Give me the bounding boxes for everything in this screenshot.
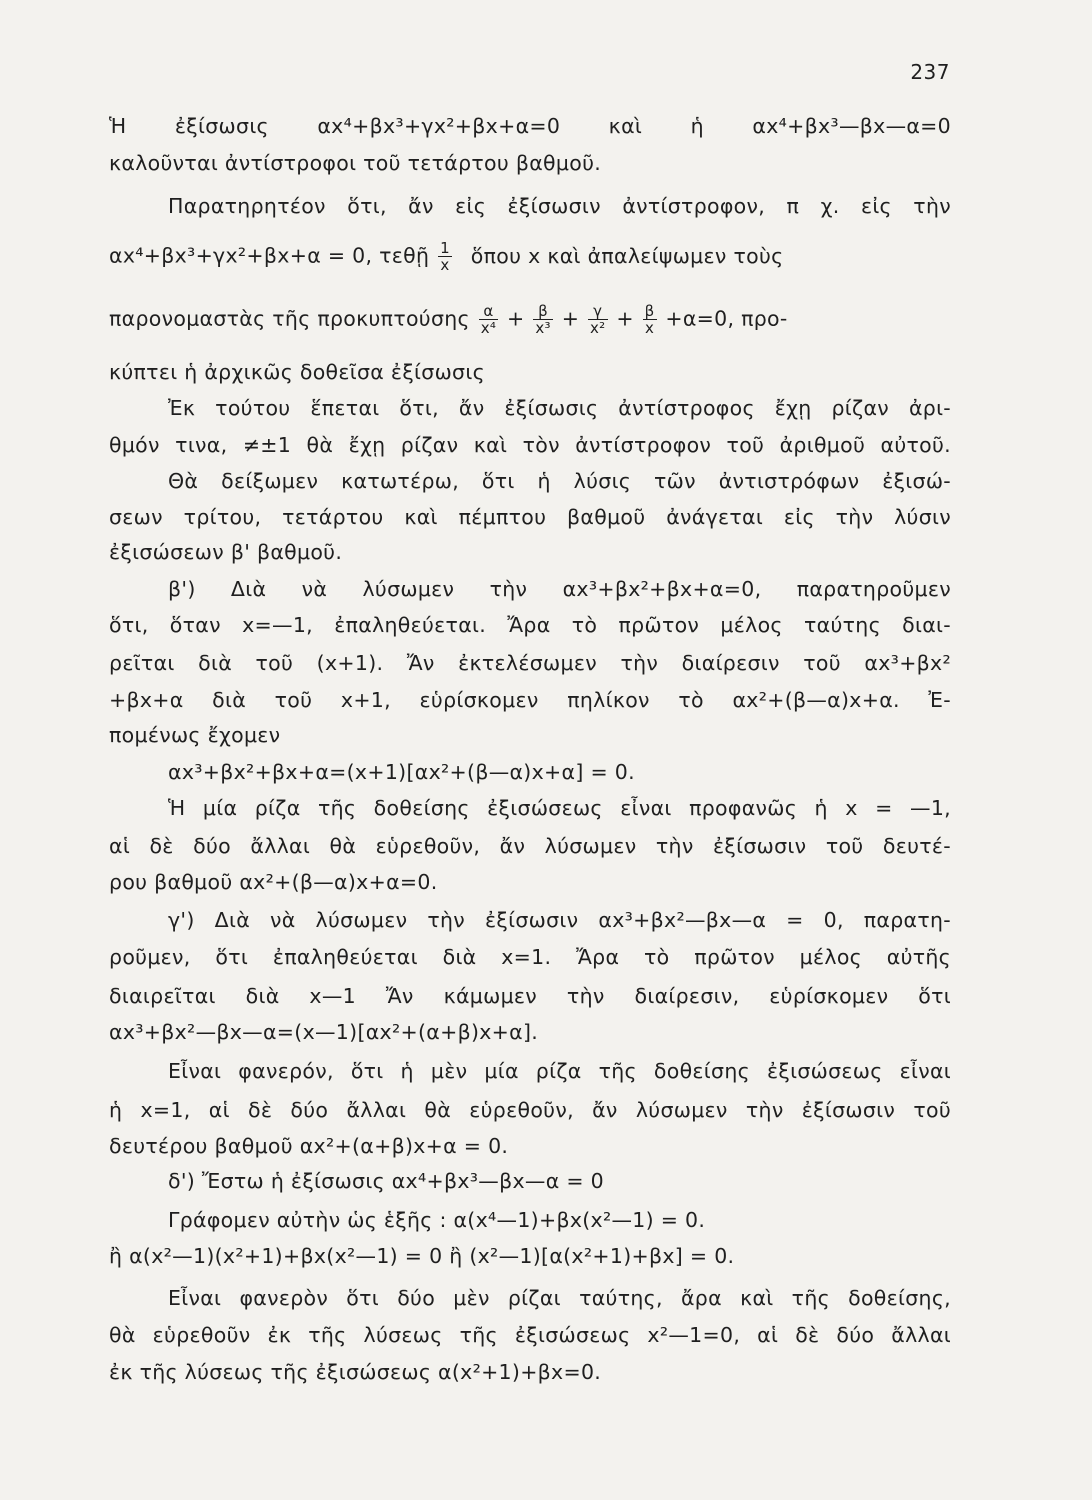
text-line: καλοῦνται ἀντίστροφοι τοῦ τετάρτου βαθμοῦ. — [109, 151, 602, 175]
text-segment: ὅπου x καὶ ἀπαλείψωμεν τοὺς — [470, 243, 784, 268]
text-line: δ') Ἔστω ἡ ἐξίσωσις αx⁴+βx³—βx—α = 0 — [168, 1169, 604, 1193]
text-line: ἐκ τῆς λύσεως τῆς ἐξισώσεως α(x²+1)+βx=0. — [109, 1360, 602, 1384]
text-line: Ἐκ τούτου ἕπεται ὅτι, ἄν ἐξίσωσις ἀντίστροφος ἔχῃ ρίζαν ἀρι- — [168, 396, 951, 420]
text-line: θμόν τινα, ≠±1 θὰ ἔχῃ ρίζαν καὶ τὸν ἀντίστροφον τοῦ ἀριθμοῦ αὐτοῦ. — [109, 433, 951, 457]
equation-line — [109, 303, 951, 336]
equation-line: αx³+βx²—βx—α=(x—1)[αx²+(α+β)x+α]. — [109, 1020, 539, 1044]
page-number: 237 — [910, 60, 950, 84]
equation-line — [109, 240, 951, 273]
text-line: β') Διὰ νὰ λύσωμεν τὴν αx³+βx²+βx+α=0, παρατηροῦμεν — [168, 577, 951, 601]
text-line: ρου βαθμοῦ αx²+(β—α)x+α=0. — [109, 870, 438, 894]
fraction-numerator: β — [644, 302, 655, 320]
text-line: κύπτει ἡ ἀρχικῶς δοθεῖσα ἐξίσωσις — [109, 360, 485, 384]
fraction — [588, 303, 608, 336]
text-line: δευτέρου βαθμοῦ αx²+(α+β)x+α = 0. — [109, 1134, 509, 1158]
fraction-denominator: x — [643, 319, 657, 336]
plus-sign: + — [616, 306, 634, 331]
text-line: ἡ x=1, αἱ δὲ δύο ἄλλαι θὰ εὑρεθοῦν, ἄν λύσωμεν τὴν ἐξίσωσιν τοῦ — [109, 1098, 951, 1122]
text-line: Ἡ ἐξίσωσις αx⁴+βx³+γx²+βx+α=0 καὶ ἡ αx⁴+βx³—βx—α=0 — [109, 114, 951, 138]
text-segment: +α=0, προ- — [665, 306, 788, 331]
fraction-numerator: γ — [593, 302, 603, 320]
text-line: ἐξισώσεων β' βαθμοῦ. — [109, 540, 343, 564]
text-line: σεων τρίτου, τετάρτου καὶ πέμπτου βαθμοῦ ἀνάγεται εἰς τὴν λύσιν — [109, 505, 951, 529]
text-segment: παρονομαστὰς τῆς προκυπτούσης — [109, 306, 470, 331]
fraction-numerator: 1 — [440, 239, 450, 257]
fraction-numerator: α — [483, 302, 494, 320]
text-line: αἱ δὲ δύο ἄλλαι θὰ εὑρεθοῦν, ἄν λύσωμεν τὴν ἐξίσωσιν τοῦ δευτέ- — [109, 834, 951, 858]
fraction — [479, 303, 499, 336]
text-line: ρεῖται διὰ τοῦ (x+1). Ἄν ἐκτελέσωμεν τὴν διαίρεσιν τοῦ αx³+βx² — [109, 651, 951, 675]
fraction-denominator: x⁴ — [480, 319, 497, 337]
fraction-denominator: x² — [590, 319, 606, 337]
text-line: Θὰ δείξωμεν κατωτέρω, ὅτι ἡ λύσις τῶν ἀντιστρόφων ἐξισώ- — [168, 469, 951, 493]
plus-sign: + — [507, 306, 525, 331]
text-line: Εἶναι φανερόν, ὅτι ἡ μὲν μία ρίζα τῆς δοθείσης ἐξισώσεως εἶναι — [168, 1059, 951, 1083]
equation-line: αx³+βx²+βx+α=(x+1)[αx²+(β—α)x+α] = 0. — [168, 760, 635, 784]
equation-line: ἢ α(x²—1)(x²+1)+βx(x²—1) = 0 ἢ (x²—1)[α(x²+1)+βx] = 0. — [109, 1244, 735, 1268]
text-line: διαιρεῖται διὰ x—1 Ἄν κάμωμεν τὴν διαίρεσιν, εὑρίσκομεν ὅτι — [109, 984, 951, 1008]
plus-sign: + — [561, 306, 580, 331]
text-line: θὰ εὑρεθοῦν ἐκ τῆς λύσεως τῆς ἐξισώσεως x²—1=0, αἱ δὲ δύο ἄλλαι — [109, 1323, 951, 1347]
text-line: Ἡ μία ρίζα τῆς δοθείσης ἐξισώσεως εἶναι προφανῶς ἡ x = —1, — [168, 796, 951, 820]
fraction-numerator: β — [538, 302, 549, 320]
fraction-denominator: x³ — [535, 319, 551, 337]
text-line: ὅτι, ὅταν x=—1, ἐπαληθεύεται. Ἄρα τὸ πρῶτον μέλος ταύτης διαι- — [109, 613, 951, 637]
text-line: πομένως ἔχομεν — [109, 723, 281, 747]
equation-line: Γράφομεν αὐτὴν ὡς ἑξῆς : α(x⁴—1)+βx(x²—1) = 0. — [168, 1208, 706, 1232]
text-line: γ') Διὰ νὰ λύσωμεν τὴν ἐξίσωσιν αx³+βx²—βx—α = 0, παρατη- — [168, 908, 951, 932]
text-line: Παρατηρητέον ὅτι, ἄν εἰς ἐξίσωσιν ἀντίστροφον, π χ. εἰς τὴν — [168, 194, 951, 218]
fraction — [438, 240, 452, 273]
fraction — [533, 303, 553, 336]
text-line: Εἶναι φανερὸν ὅτι δύο μὲν ρίζαι ταύτης, ἄρα καὶ τῆς δοθείσης, — [168, 1286, 951, 1310]
fraction-denominator: x — [438, 256, 452, 273]
text-line: +βx+α διὰ τοῦ x+1, εὑρίσκομεν πηλίκον τὸ αx²+(β—α)x+α. Ἐ- — [109, 688, 951, 712]
text-line: ροῦμεν, ὅτι ἐπαληθεύεται διὰ x=1. Ἄρα τὸ πρῶτον μέλος αὐτῆς — [109, 945, 951, 969]
fraction — [643, 303, 657, 336]
text-segment: αx⁴+βx³+γx²+βx+α = 0, τεθῇ — [109, 243, 430, 268]
